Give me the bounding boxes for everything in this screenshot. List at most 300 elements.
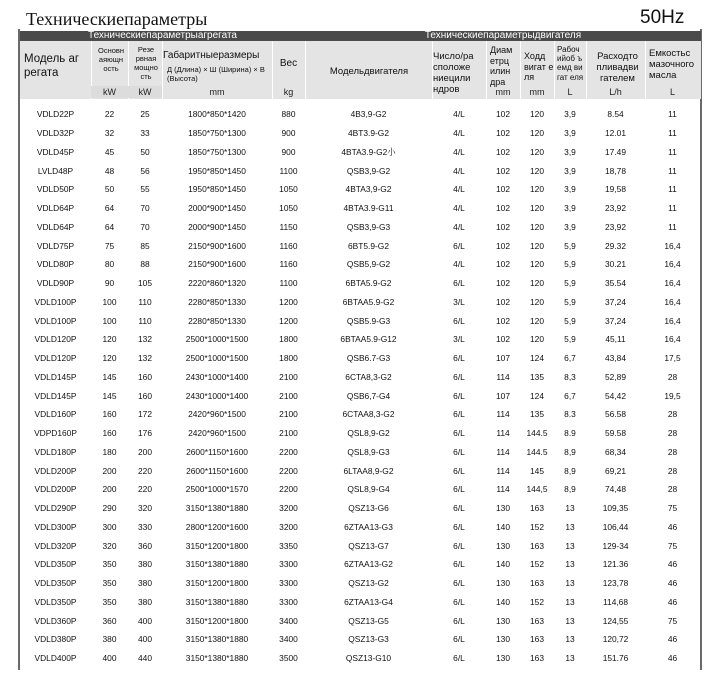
cell-standby-power: 55 [140, 184, 150, 195]
unit-consumption: L/h [609, 87, 622, 97]
cell-displacement: 8,3 [564, 371, 576, 382]
cell-bore: 107 [496, 353, 510, 364]
cell-model: VDLD22P [36, 109, 75, 120]
cell-stroke: 120 [530, 184, 544, 195]
cell-engine-model: 6CTAA8,3-G2 [342, 409, 395, 420]
cell-main-power: 290 [102, 503, 117, 514]
cell-consumption: 43,84 [605, 353, 626, 364]
cell-oil-capacity: 11 [668, 203, 677, 214]
cell-weight: 1160 [279, 240, 298, 251]
cell-model: VDLD200P [34, 484, 77, 495]
frequency-label: 50Hz [640, 7, 685, 28]
cell-engine-model: 6BTA5.9-G2 [345, 278, 392, 289]
cell-consumption: 37,24 [605, 296, 626, 307]
cell-bore: 114 [496, 409, 510, 420]
cell-oil-capacity: 16,4 [664, 278, 681, 289]
cell-standby-power: 400 [138, 615, 152, 626]
cell-weight: 2100 [279, 428, 298, 439]
cell-standby-power: 160 [138, 371, 152, 382]
cell-consumption: 23,92 [605, 203, 626, 214]
cell-oil-capacity: 16,4 [664, 259, 681, 270]
table-row [20, 143, 700, 162]
cell-oil-capacity: 46 [667, 559, 678, 570]
cell-bore: 102 [496, 146, 510, 157]
cell-weight: 3400 [279, 634, 298, 645]
cell-cylinders: 6/L [453, 521, 465, 532]
cell-engine-model: 6ZTAA13-G3 [344, 521, 393, 532]
cell-stroke: 152 [530, 521, 544, 532]
cell-weight: 880 [281, 109, 296, 120]
cell-main-power: 145 [102, 371, 117, 382]
header-dimensions: Габаритныеразмеры [163, 50, 260, 61]
cell-bore: 102 [496, 278, 510, 289]
cell-standby-power: 105 [138, 278, 152, 289]
table-row [20, 124, 700, 143]
cell-engine-model: QSB5,9-G2 [346, 259, 391, 270]
cell-model: VDLD350P [34, 578, 77, 589]
cell-main-power: 22 [104, 109, 115, 120]
cell-weight: 2100 [279, 409, 298, 420]
cell-weight: 2200 [279, 446, 298, 457]
cell-oil-capacity: 46 [667, 634, 678, 645]
table-row [20, 161, 700, 180]
cell-dimensions: 2220*860*1320 [188, 278, 246, 289]
cell-stroke: 152 [530, 596, 544, 607]
cell-consumption: 151.76 [602, 653, 629, 664]
table-row [20, 236, 700, 255]
cell-oil-capacity: 46 [667, 578, 678, 589]
table-row [20, 368, 700, 387]
cell-stroke: 144.5 [526, 428, 548, 439]
unit-main-power: kW [103, 87, 116, 97]
cell-consumption: 106,44 [602, 521, 629, 532]
cell-displacement: 8.9 [564, 428, 576, 439]
cell-stroke: 145 [530, 465, 544, 476]
cell-bore: 130 [496, 615, 510, 626]
cell-model: VDLD360P [34, 615, 77, 626]
cell-dimensions: 2000*900*1450 [188, 221, 246, 232]
spec-table [20, 105, 700, 668]
cell-displacement: 3,9 [564, 221, 576, 232]
header-main-power: Основн аяющн ость [97, 46, 125, 73]
cell-engine-model: QSZ13-G10 [345, 653, 392, 664]
cell-model: VDLD350P [34, 559, 77, 570]
cell-consumption: 29.32 [605, 240, 626, 251]
cell-engine-model: QSL8,9-G3 [347, 446, 390, 457]
cell-bore: 114 [496, 428, 510, 439]
cell-standby-power: 160 [138, 390, 152, 401]
cell-dimensions: 3150*1200*1800 [185, 578, 249, 589]
cell-stroke: 120 [530, 109, 544, 120]
cell-model: VDLD350P [34, 596, 77, 607]
cell-cylinders: 3/L [453, 296, 465, 307]
cell-standby-power: 132 [138, 334, 152, 345]
cell-stroke: 120 [530, 146, 544, 157]
cell-bore: 114 [496, 371, 510, 382]
cell-displacement: 5,9 [564, 334, 576, 345]
cell-dimensions: 3150*1380*1880 [185, 653, 249, 664]
cell-engine-model: 6BTAA5.9-G2 [342, 296, 395, 307]
cell-consumption: 8.54 [607, 109, 624, 120]
cell-oil-capacity: 16,4 [664, 296, 681, 307]
cell-standby-power: 33 [140, 128, 150, 139]
cell-consumption: 69,21 [605, 465, 626, 476]
cell-cylinders: 4/L [453, 184, 465, 195]
cell-oil-capacity: 75 [667, 503, 678, 514]
cell-bore: 140 [496, 596, 510, 607]
cell-main-power: 180 [102, 446, 117, 457]
cell-model: VDLD145P [34, 390, 77, 401]
cell-standby-power: 132 [138, 353, 152, 364]
cell-cylinders: 6/L [453, 240, 465, 251]
cell-main-power: 64 [104, 203, 115, 214]
cell-cylinders: 6/L [453, 578, 465, 589]
cell-engine-model: 6BTAA5.9-G12 [340, 334, 397, 345]
header-standby-power: Резе рвная мощно сть [134, 45, 158, 81]
cell-main-power: 120 [102, 334, 117, 345]
cell-bore: 114 [496, 465, 510, 476]
cell-standby-power: 200 [138, 446, 152, 457]
cell-model: VDLD64P [36, 221, 75, 232]
cell-main-power: 120 [102, 353, 117, 364]
cell-displacement: 5,9 [564, 315, 576, 326]
header-displacement: Рабоч ийоб ъ емд ви гат еля [557, 45, 584, 82]
cell-oil-capacity: 16,4 [664, 240, 681, 251]
cell-dimensions: 1950*850*1450 [188, 184, 246, 195]
cell-cylinders: 6/L [453, 428, 465, 439]
cell-bore: 102 [496, 109, 510, 120]
cell-engine-model: 6ZTAA13-G2 [344, 559, 393, 570]
cell-dimensions: 2420*960*1500 [188, 428, 246, 439]
table-row [20, 536, 700, 555]
cell-stroke: 120 [530, 203, 544, 214]
cell-main-power: 45 [104, 146, 115, 157]
cell-main-power: 32 [104, 128, 115, 139]
cell-displacement: 5,9 [564, 259, 576, 270]
cell-main-power: 64 [104, 221, 115, 232]
cell-engine-model: 4BTA3.9-G11 [343, 203, 394, 214]
cell-oil-capacity: 75 [667, 615, 678, 626]
cell-stroke: 120 [530, 221, 544, 232]
cell-dimensions: 2000*900*1450 [188, 203, 246, 214]
cell-model: VDLD380P [34, 634, 77, 645]
cell-dimensions: 2150*900*1600 [188, 240, 246, 251]
cell-consumption: 120,72 [602, 634, 629, 645]
cell-cylinders: 6/L [453, 503, 465, 514]
cell-model: VDLD320P [34, 540, 77, 551]
cell-standby-power: 380 [138, 578, 152, 589]
cell-dimensions: 2500*1000*1500 [185, 353, 249, 364]
table-row [20, 461, 700, 480]
cell-model: VDLD100P [34, 296, 77, 307]
cell-model: VDLD200P [34, 465, 77, 476]
cell-cylinders: 4/L [453, 128, 465, 139]
cell-cylinders: 6/L [453, 465, 465, 476]
unit-standby-power: kW [138, 87, 152, 97]
cell-consumption: 17.49 [605, 146, 626, 157]
cell-weight: 3400 [279, 615, 298, 626]
cell-standby-power: 70 [140, 221, 150, 232]
header-engine-model: Модельдвигателя [329, 67, 409, 77]
table-row [20, 574, 700, 593]
cell-stroke: 144,5 [526, 484, 548, 495]
cell-cylinders: 6/L [453, 540, 465, 551]
cell-displacement: 3,9 [564, 203, 576, 214]
cell-model: VDLD160P [34, 409, 77, 420]
cell-dimensions: 3150*1380*1880 [185, 596, 249, 607]
cell-displacement: 3,9 [564, 146, 576, 157]
cell-weight: 900 [281, 146, 296, 157]
cell-standby-power: 56 [140, 165, 150, 176]
cell-stroke: 163 [530, 503, 544, 514]
cell-dimensions: 3150*1380*1880 [185, 559, 249, 570]
cell-stroke: 124 [530, 353, 544, 364]
cell-weight: 2200 [279, 465, 298, 476]
table-row [20, 555, 700, 574]
cell-standby-power: 25 [140, 109, 150, 120]
cell-bore: 102 [496, 203, 510, 214]
cell-standby-power: 440 [138, 653, 152, 664]
cell-dimensions: 1800*850*1420 [188, 109, 246, 120]
cell-standby-power: 320 [138, 503, 152, 514]
table-row [20, 443, 700, 462]
cell-main-power: 350 [102, 596, 117, 607]
cell-bore: 130 [496, 653, 510, 664]
table-row [20, 311, 700, 330]
header-stroke: Ходд вигат е ля [524, 51, 554, 82]
cell-bore: 140 [496, 521, 510, 532]
cell-main-power: 48 [104, 165, 115, 176]
cell-consumption: 19,58 [605, 184, 626, 195]
cell-standby-power: 85 [140, 240, 150, 251]
table-row [20, 349, 700, 368]
table-row [20, 274, 700, 293]
cell-weight: 3350 [279, 540, 298, 551]
cell-weight: 1800 [279, 334, 298, 345]
header-weight: Вес [279, 58, 298, 69]
cell-consumption: 12.01 [605, 128, 626, 139]
table-row [20, 518, 700, 537]
cell-oil-capacity: 28 [667, 484, 678, 495]
cell-main-power: 200 [102, 465, 117, 476]
cell-cylinders: 6/L [453, 315, 465, 326]
cell-model: VDLD400P [34, 653, 77, 664]
cell-oil-capacity: 19,5 [664, 390, 681, 401]
table-row [20, 480, 700, 499]
cell-stroke: 120 [530, 315, 544, 326]
cell-standby-power: 110 [138, 315, 152, 326]
cell-dimensions: 1850*750*1300 [188, 146, 246, 157]
cell-weight: 3300 [279, 596, 298, 607]
cell-consumption: 35.54 [605, 278, 626, 289]
cell-model: VDLD90P [36, 278, 75, 289]
cell-model: VDLD32P [36, 128, 75, 139]
cell-engine-model: QSL8,9-G4 [347, 484, 390, 495]
cell-standby-power: 88 [140, 259, 150, 270]
cell-displacement: 8,9 [564, 446, 576, 457]
cell-bore: 130 [496, 578, 510, 589]
cell-model: VDLD300P [34, 521, 77, 532]
cell-cylinders: 4/L [453, 221, 465, 232]
cell-cylinders: 4/L [453, 203, 465, 214]
cell-engine-model: 4B3,9-G2 [350, 109, 387, 120]
cell-model: VDLD120P [34, 353, 77, 364]
cell-model: VDLD290P [34, 503, 77, 514]
cell-oil-capacity: 11 [668, 221, 677, 232]
cell-bore: 140 [496, 559, 510, 570]
cell-engine-model: QSB3,9-G2 [346, 165, 391, 176]
cell-stroke: 124 [530, 390, 544, 401]
cell-standby-power: 172 [138, 409, 152, 420]
engine-params-band: Техническиепараметрыдвигателя [305, 31, 701, 41]
cell-engine-model: 4BT3.9-G2 [348, 128, 389, 139]
cell-oil-capacity: 11 [668, 109, 677, 120]
cell-main-power: 350 [102, 559, 117, 570]
cell-stroke: 120 [530, 259, 544, 270]
cell-displacement: 8,9 [564, 484, 576, 495]
cell-main-power: 300 [102, 521, 117, 532]
cell-model: VDLD100P [34, 315, 77, 326]
cell-stroke: 163 [530, 578, 544, 589]
table-row [20, 199, 700, 218]
page-title: Техническиепараметры [26, 9, 208, 29]
cell-consumption: 68,34 [605, 446, 626, 457]
cell-displacement: 13 [565, 521, 575, 532]
cell-engine-model: 6LTAA8,9-G2 [343, 465, 394, 476]
cell-cylinders: 6/L [453, 615, 465, 626]
cell-main-power: 160 [102, 409, 117, 420]
cell-cylinders: 6/L [453, 653, 465, 664]
cell-cylinders: 4/L [453, 109, 465, 120]
cell-dimensions: 2430*1000*1400 [185, 390, 249, 401]
cell-weight: 3300 [279, 559, 298, 570]
cell-weight: 2100 [279, 371, 298, 382]
cell-standby-power: 380 [138, 559, 152, 570]
cell-bore: 102 [496, 259, 510, 270]
cell-bore: 114 [496, 446, 510, 457]
cell-engine-model: 4BTA3,9-G2 [345, 184, 392, 195]
cell-main-power: 360 [102, 615, 117, 626]
cell-main-power: 75 [104, 240, 115, 251]
cell-engine-model: QSL8,9-G2 [347, 428, 390, 439]
cell-bore: 102 [496, 334, 510, 345]
cell-consumption: 129-34 [602, 540, 629, 551]
cell-bore: 130 [496, 634, 510, 645]
cell-stroke: 120 [530, 240, 544, 251]
cell-engine-model: 6ZTAA13-G4 [344, 596, 393, 607]
cell-dimensions: 1950*850*1450 [188, 165, 246, 176]
cell-weight: 1200 [279, 315, 298, 326]
cell-displacement: 13 [565, 503, 575, 514]
cell-stroke: 163 [530, 615, 544, 626]
cell-cylinders: 6/L [453, 596, 465, 607]
header-model: Модель аг регата [24, 53, 80, 79]
cell-consumption: 52,89 [605, 371, 626, 382]
table-row [20, 386, 700, 405]
cell-oil-capacity: 16,4 [664, 315, 681, 326]
cell-displacement: 5,9 [564, 278, 576, 289]
cell-stroke: 152 [530, 559, 544, 570]
cell-dimensions: 2600*1150*1600 [186, 446, 248, 457]
cell-standby-power: 220 [138, 465, 152, 476]
table-row [20, 593, 700, 612]
cell-oil-capacity: 11 [668, 128, 677, 139]
cell-engine-model: QSZ13-G3 [348, 634, 389, 645]
cell-dimensions: 2430*1000*1400 [185, 371, 249, 382]
cell-displacement: 5,9 [564, 240, 576, 251]
cell-consumption: 18,78 [605, 165, 626, 176]
cell-standby-power: 380 [138, 596, 152, 607]
cell-stroke: 120 [530, 296, 544, 307]
cell-standby-power: 360 [138, 540, 152, 551]
header-consumption: Расходто пливадви гателем [596, 51, 639, 84]
cell-bore: 102 [496, 296, 510, 307]
cell-bore: 107 [496, 390, 510, 401]
cell-standby-power: 220 [138, 484, 152, 495]
cell-consumption: 59.58 [605, 428, 626, 439]
unit-oil-capacity: L [669, 87, 675, 97]
cell-dimensions: 2280*850*1330 [188, 296, 246, 307]
cell-consumption: 23,92 [605, 221, 626, 232]
cell-model: VDLD75P [36, 240, 75, 251]
cell-weight: 3500 [279, 653, 298, 664]
cell-oil-capacity: 11 [668, 184, 677, 195]
cell-engine-model: 4BTA3.9-G2小 [341, 146, 396, 157]
cell-main-power: 350 [102, 578, 117, 589]
header-oil-capacity: Емкостьс мазочного масла [649, 48, 695, 81]
cell-weight: 1160 [279, 259, 298, 270]
cell-model: VDLD64P [36, 203, 75, 214]
cell-oil-capacity: 28 [667, 428, 678, 439]
cell-standby-power: 50 [140, 146, 150, 157]
cell-weight: 2100 [279, 390, 298, 401]
cell-displacement: 13 [565, 578, 575, 589]
spec-table-body [20, 105, 700, 668]
cell-weight: 2200 [279, 484, 298, 495]
header-cylinders: Число/ра сположе ниецили ндров [433, 51, 474, 95]
table-row [20, 405, 700, 424]
cell-consumption: 74,48 [605, 484, 626, 495]
cell-stroke: 135 [530, 371, 544, 382]
cell-main-power: 320 [102, 540, 117, 551]
cell-stroke: 163 [530, 540, 544, 551]
unit-dimensions: mm [209, 87, 225, 97]
table-row [20, 255, 700, 274]
cell-stroke: 144.5 [526, 446, 548, 457]
cell-bore: 130 [496, 503, 510, 514]
cell-engine-model: QSB3,9-G3 [346, 221, 391, 232]
cell-consumption: 109,35 [602, 503, 629, 514]
cell-bore: 102 [496, 165, 510, 176]
table-row [20, 293, 700, 312]
cell-bore: 102 [496, 315, 510, 326]
cell-oil-capacity: 46 [667, 521, 678, 532]
cell-stroke: 135 [530, 409, 544, 420]
table-row [20, 218, 700, 237]
cell-weight: 1050 [279, 203, 298, 214]
cell-standby-power: 176 [138, 428, 152, 439]
cell-bore: 114 [496, 484, 510, 495]
cell-consumption: 30.21 [605, 259, 626, 270]
cell-weight: 900 [281, 128, 296, 139]
table-row [20, 330, 700, 349]
cell-engine-model: 6CTA8,3-G2 [345, 371, 392, 382]
cell-cylinders: 6/L [453, 371, 465, 382]
cell-main-power: 200 [102, 484, 117, 495]
cell-consumption: 45,11 [605, 334, 626, 345]
cell-bore: 130 [496, 540, 510, 551]
cell-consumption: 121.36 [602, 559, 629, 570]
